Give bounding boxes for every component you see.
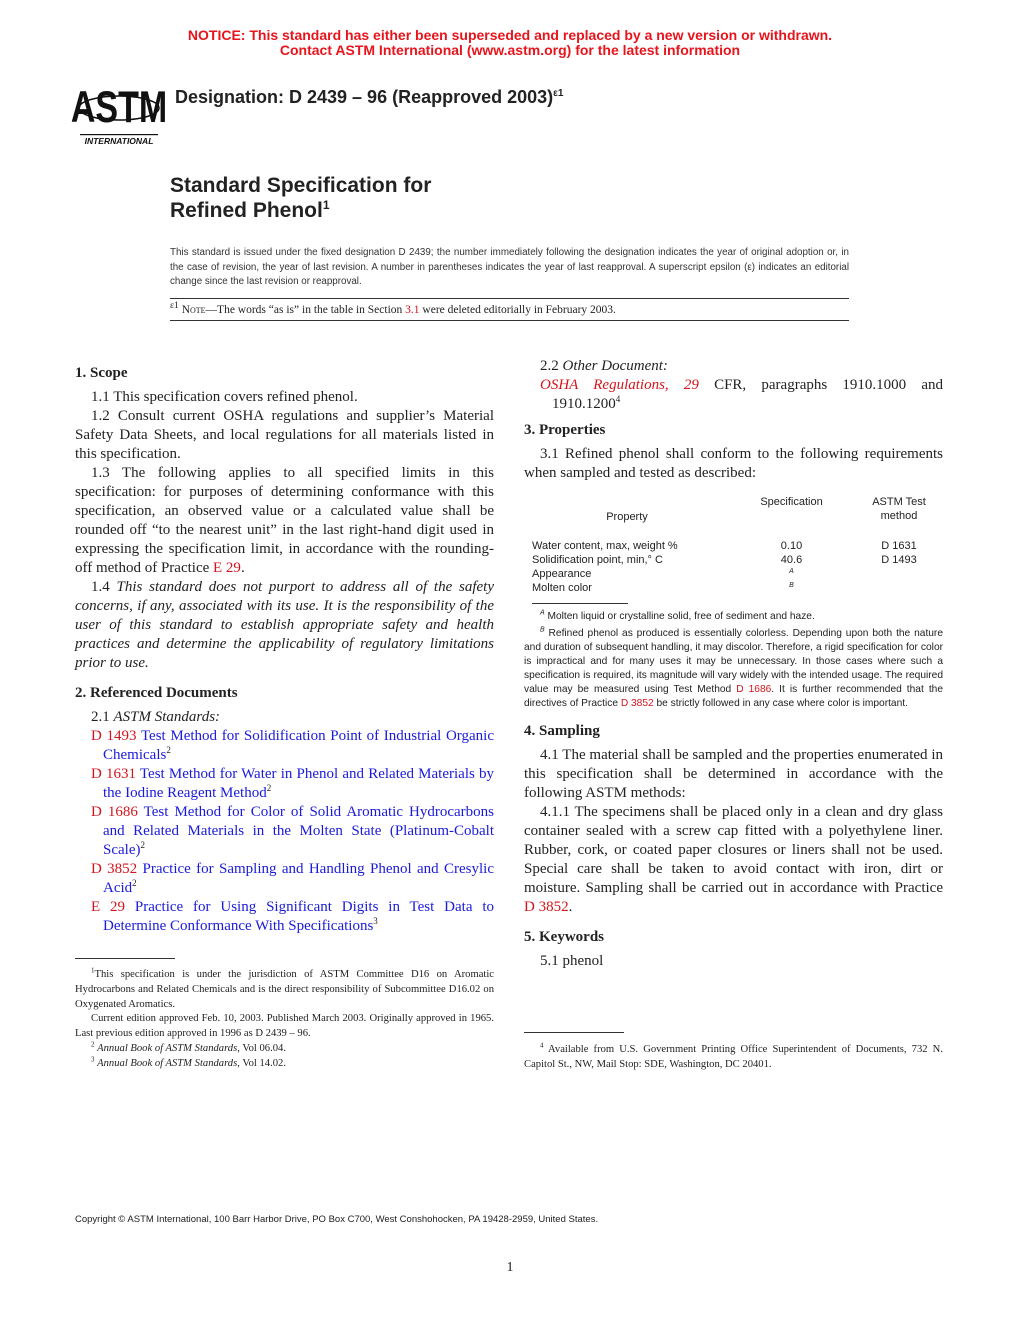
title-line-2: Refined Phenol (170, 199, 323, 222)
page-number: 1 (506, 1260, 514, 1275)
reference-code-link[interactable]: D 1631 (91, 766, 137, 782)
reference-code-link[interactable]: D 3852 (91, 861, 138, 877)
paragraph-1-3 (75, 464, 494, 578)
text: 1.3 The following applies to all specified limits in this specification: for purposes of determining conformance with this specification, an observed value or a calculated value shall be rounded off “to the nearest unit” in the last right-hand digit used in expressing the specification limit, in accordance with the rounding-off method of Practice (75, 465, 494, 576)
footnote-3 (75, 1057, 494, 1072)
reference-code-link[interactable]: D 1686 (91, 804, 138, 820)
text: . (240, 560, 245, 576)
table-row (532, 539, 937, 553)
astm-logo (70, 78, 168, 148)
cell-property: Molten color (532, 582, 592, 594)
text: . It is further recommended that the directives of Practice (524, 684, 943, 709)
notice-line-1: NOTICE: This standard has either been superseded and replaced by a new version or withdrawn. (187, 27, 833, 43)
footnote-2 (75, 1042, 494, 1057)
cell-property: Appearance (532, 568, 592, 580)
reference-title-link[interactable]: Test Method for Solidification Point of Industrial Organic Chemicals (103, 728, 494, 763)
volume: , Vol 06.04. (237, 1042, 286, 1054)
subheading-astm-standards (75, 708, 494, 727)
note-text-end: were deleted editorially in February 2003. (419, 304, 616, 316)
cell-specification: B (789, 582, 794, 589)
cell-test-method: D 1493 (881, 554, 917, 566)
label: Other Document: (562, 358, 668, 374)
text: . (568, 899, 573, 915)
epsilon-note (170, 300, 849, 317)
reference-title-link[interactable]: Test Method for Color of Solid Aromatic Hydrocarbons and Related Materials in the Molten State (Platinum-Cobalt Scale) (103, 804, 494, 858)
header-property: Property (606, 511, 648, 523)
osha-link[interactable]: OSHA Regulations, 29 (540, 377, 699, 393)
footnote-rule (75, 958, 175, 959)
paragraph-5-1: 5.1 phenol (540, 953, 604, 969)
d3852-link[interactable]: D 3852 (620, 698, 654, 709)
table-row (532, 553, 937, 567)
d1686-link[interactable]: D 1686 (736, 684, 772, 695)
footnote-ref: 2 (140, 840, 145, 850)
heading-sampling: 4. Sampling (524, 723, 600, 739)
fn-marker: 4 (540, 1041, 544, 1050)
footnotes-left (75, 968, 494, 1072)
designation-sup: ε1 (553, 88, 564, 99)
cell-specification: A (789, 568, 794, 575)
table-row (532, 581, 937, 595)
divider (170, 298, 849, 299)
text: 4.1.1 The specimens shall be placed only in a clean and dry glass container sealed with a screw cap fitted with a polyethylene liner. Rubber, cork, or coated paper closures or liners shall not be used. Special care shall be taken to avoid contact with iron, dirt or moisture. Sampling shall be carried out in accordance with Practice (524, 804, 943, 896)
reference-item (75, 727, 494, 765)
text: Available from U.S. Government Printing Office Superintendent of Documents, 732 N. Capitol St., NW, Mail Stop: SDE, Washington, DC 20401. (524, 1044, 943, 1070)
reference-item (75, 898, 494, 936)
subheading-other-document (524, 357, 943, 376)
text: be strictly followed in any case where color is important. (653, 698, 908, 709)
reference-title-link[interactable]: Practice for Sampling and Handling Phenol and Cresylic Acid (103, 861, 495, 896)
number: 2.1 (91, 709, 114, 725)
label: ASTM Standards: (113, 709, 221, 725)
reference-item (75, 860, 494, 898)
e29-link[interactable]: E 29 (213, 560, 241, 576)
document-title (170, 173, 431, 223)
designation (175, 87, 563, 108)
fn-marker: 2 (91, 1040, 95, 1049)
note-marker: A (540, 609, 545, 617)
divider (170, 320, 849, 321)
reference-list (75, 727, 494, 936)
header-specification: Specification (760, 496, 823, 508)
footnote-1 (75, 968, 494, 1012)
heading-scope: 1. Scope (75, 365, 128, 381)
note-marker: B (540, 626, 545, 634)
copyright: Copyright © ASTM International, 100 Barr Harbor Drive, PO Box C700, West Conshohocken, PA 19428-2959, United States. (75, 1214, 599, 1225)
text: Molten liquid or crystalline solid, free of sediment and haze. (544, 611, 815, 622)
number: 2.2 (540, 358, 563, 374)
svg-text:INTERNATIONAL: INTERNATIONAL (84, 136, 154, 146)
paragraph-1-1: 1.1 This specification covers refined phenol. (91, 389, 358, 405)
cell-test-method (861, 581, 937, 595)
fn-marker: 3 (91, 1055, 95, 1064)
footnote-4 (524, 1043, 943, 1073)
paragraph-1-2: 1.2 Consult current OSHA regulations and supplier’s Material Safety Data Sheets, and local regulations for all materials listed in this specification. (75, 408, 494, 462)
title-footnote-ref: 1 (322, 198, 330, 212)
cell-specification: 0.10 (780, 540, 803, 552)
paragraph-4-1-1 (524, 803, 943, 917)
right-column (524, 357, 943, 971)
heading-properties: 3. Properties (524, 422, 606, 438)
cell-test-method (861, 567, 937, 581)
reference-title-link[interactable]: Practice for Using Significant Digits in Test Data to Determine Conformance With Specifications (103, 899, 494, 934)
footnote-rule (524, 1032, 624, 1033)
footnote-ref: 2 (132, 878, 137, 888)
table-row (532, 567, 937, 581)
title-line-1: Standard Specification for (170, 174, 432, 197)
svg-text:ASTM: ASTM (70, 82, 168, 133)
footnote-ref: 2 (166, 745, 171, 755)
d3852-link[interactable]: D 3852 (524, 899, 569, 915)
note-label: Note (181, 304, 206, 316)
cell-test-method: D 1631 (881, 540, 917, 552)
designation-text: Designation: D 2439 – 96 (Reapproved 2003) (175, 87, 554, 107)
properties-table (532, 495, 937, 604)
cell-specification: 40.6 (780, 554, 803, 566)
paragraph-3-1: 3.1 Refined phenol shall conform to the following requirements when sampled and tested as described: (524, 446, 943, 481)
reference-item (75, 765, 494, 803)
note-text: —The words “as is” in the table in Section (205, 304, 406, 316)
footnote-ref: 2 (266, 783, 272, 793)
notice-line-2: Contact ASTM International (www.astm.org) for the latest information (279, 42, 741, 58)
number: 1.4 (91, 579, 117, 595)
header-test-method: ASTM Test method (872, 496, 926, 522)
left-column (75, 357, 494, 936)
footnote-ref: 3 (373, 916, 378, 926)
cell-property: Solidification point, min,° C (532, 554, 663, 566)
paragraph-1-4 (75, 578, 494, 673)
book: Annual Book of ASTM Standards (97, 1042, 238, 1054)
standard-intro: This standard is issued under the fixed designation D 2439; the number immediately following the designation indicates the year of original adoption or, in the case of revision, the year of last revision. A number in parentheses indicates the year of last reapproval. A superscript epsilon (ε) indicates an editorial change since the last revision or reapproval. (170, 247, 849, 288)
reference-code-link[interactable]: D 1493 (91, 728, 137, 744)
safety-caveat: This standard does not purport to address all of the safety concerns, if any, associated with its use. It is the responsibility of the user of this standard to establish appropriate safety and health practices and determine the applicability of regulatory limitations prior to use. (75, 579, 495, 671)
reference-title-link[interactable]: Test Method for Water in Phenol and Related Materials by the Iodine Reagent Method (103, 766, 495, 801)
text: CFR, paragraphs 1910.1000 and 1910.1200 (552, 377, 943, 412)
cell-property: Water content, max, weight % (532, 540, 678, 552)
epsilon-sup: ε1 (170, 300, 179, 312)
osha-reference (524, 376, 943, 414)
table-note-b (524, 627, 943, 711)
fn-marker: 1 (91, 966, 95, 975)
reference-code-link[interactable]: E 29 (91, 899, 126, 915)
book: Annual Book of ASTM Standards (97, 1057, 238, 1069)
reference-item (75, 803, 494, 860)
section-3-1-link[interactable]: 3.1 (405, 304, 420, 316)
table-note-rule (532, 603, 628, 604)
footnote-1-edition: Current edition approved Feb. 10, 2003. Published March 2003. Originally approved in 1965. Last previous edition approved in 1996 as D 2439 – 96. (75, 1013, 494, 1040)
heading-keywords: 5. Keywords (524, 929, 604, 945)
table-note-a (524, 610, 943, 624)
volume: , Vol 14.02. (237, 1057, 286, 1069)
heading-referenced-documents: 2. Referenced Documents (75, 685, 238, 701)
paragraph-4-1: 4.1 The material shall be sampled and the properties enumerated in this specification shall be determined in accordance with the following ASTM methods: (524, 747, 943, 801)
text: This specification is under the jurisdiction of ASTM Committee D16 on Aromatic Hydrocarbons and Related Chemicals and is the direct responsibility of Subcommittee D16.02 on Oxygenated Aromatics. (75, 969, 494, 1010)
footnote-ref: 4 (615, 394, 621, 404)
text: Refined phenol as produced is essentially colorless. Depending upon both the nature and duration of subsequent handling, it may discolor. Therefore, a rigid specification for color is impractical and for many uses it may be unnecessary. In those cases where such a specification is required, its magnitude will vary widely with the intended usage. The required value may be measured using Test Method (524, 628, 943, 695)
